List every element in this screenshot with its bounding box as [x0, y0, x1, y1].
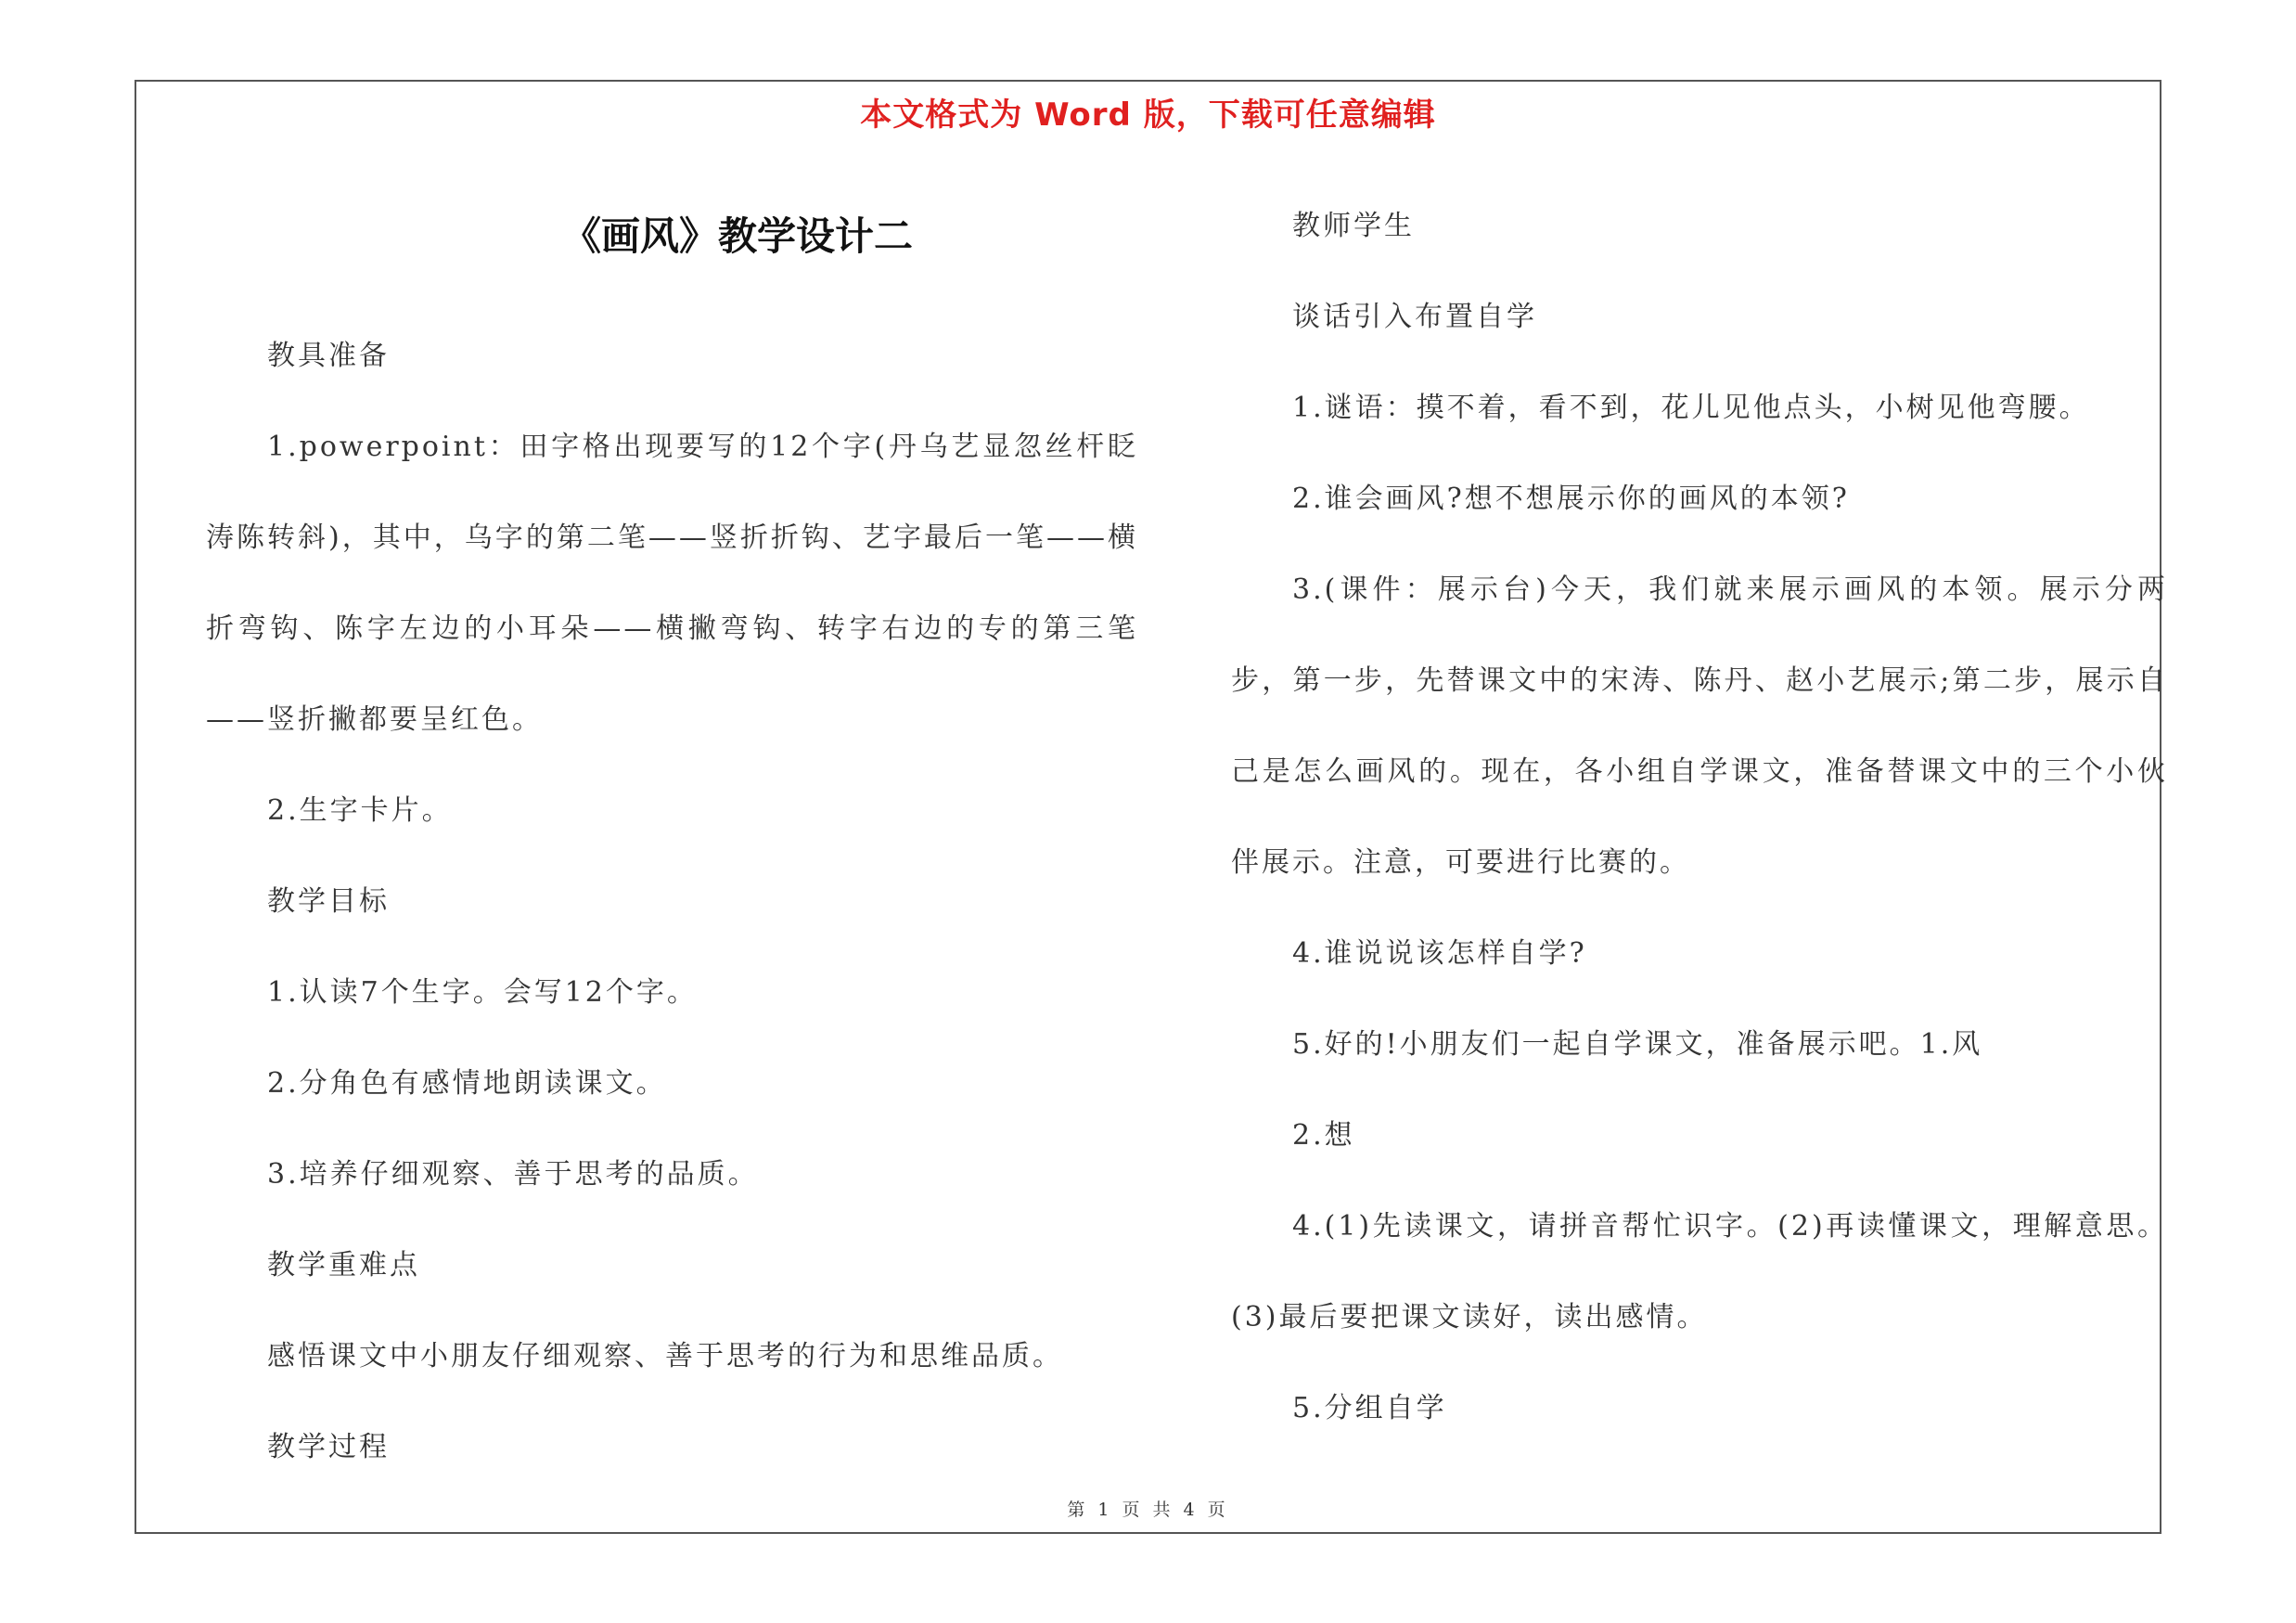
paragraph: 4.(1)先读课文，请拼音帮忙识字。(2)再读懂课文，理解意思。(3)最后要把课文读好，读出感情。	[1231, 1210, 2168, 1333]
paragraph: 2.生字卡片。	[267, 794, 453, 827]
paragraph: 5.好的!小朋友们一起自学课文，准备展示吧。1.风	[1292, 1028, 1983, 1061]
paragraph: 2.想	[1292, 1119, 1355, 1152]
paragraph: 2.分角色有感情地朗读课文。	[267, 1067, 667, 1100]
section-heading: 教学过程	[267, 1431, 390, 1463]
section-heading: 教师学生	[1292, 210, 1415, 242]
paragraph: 4.谁说说该怎样自学?	[1292, 937, 1587, 970]
paragraph: 1.powerpoint：田字格出现要写的12个字(丹乌艺显忽丝杆眨涛陈转斜)，其中，乌字的第二笔——竖折折钩、艺字最后一笔——横折弯钩、陈字左边的小耳朵——横撇弯钩、转字右边的专的第三笔——竖折撇都要呈红色。	[206, 431, 1138, 736]
format-banner: 本文格式为 Word 版，下载可任意编辑	[860, 97, 1436, 134]
section-heading: 教具准备	[267, 340, 390, 372]
page-number: 第 1 页 共 4 页	[1067, 1500, 1229, 1520]
paragraph: 5.分组自学	[1292, 1392, 1447, 1424]
paragraph: 感悟课文中小朋友仔细观察、善于思考的行为和思维品质。	[267, 1340, 1063, 1372]
paragraph: 1.认读7个生字。会写12个字。	[267, 976, 698, 1009]
section-heading: 教学目标	[267, 885, 390, 918]
section-heading: 教学重难点	[267, 1249, 420, 1282]
document-title: 《画风》教学设计二	[561, 213, 913, 259]
paragraph: 1.谜语：摸不着，看不到，花儿见他点头，小树见他弯腰。	[1292, 392, 2090, 424]
paragraph: 3.培养仔细观察、善于思考的品质。	[267, 1158, 759, 1191]
right-column	[1231, 181, 2168, 1454]
paragraph: 2.谁会画风?想不想展示你的画风的本领?	[1292, 483, 1850, 515]
section-heading: 谈话引入布置自学	[1292, 301, 1537, 333]
paragraph: 3.(课件：展示台)今天，我们就来展示画风的本领。展示分两步，第一步，先替课文中的宋涛、陈丹、赵小艺展示;第二步，展示自己是怎么画风的。现在，各小组自学课文，准备替课文中的三个小伙伴展示。注意，可要进行比赛的。	[1231, 573, 2168, 879]
left-column	[206, 311, 1138, 1493]
